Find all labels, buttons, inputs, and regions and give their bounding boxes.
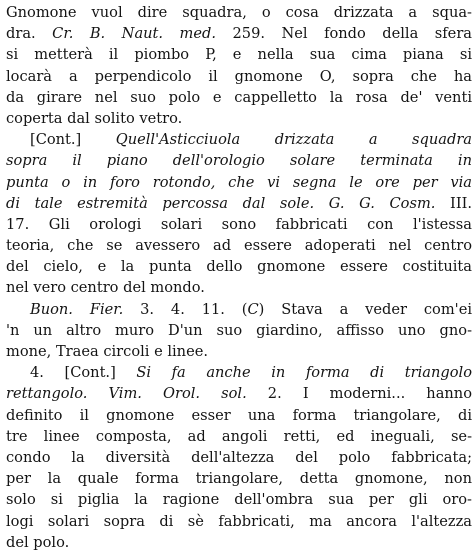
italic-text: di tale estremità percossa dal sole. G. G. Cosm. — [6, 194, 436, 212]
text-line — [6, 256, 472, 277]
text-line — [6, 66, 472, 87]
body-text: dra. — [6, 25, 53, 43]
text-line — [6, 108, 472, 129]
text-line — [6, 235, 472, 256]
text-line — [6, 129, 472, 150]
italic-text: rettangolo. Vim. Orol. sol. — [6, 385, 247, 403]
italic-text: Quell'Asticciuola drizzata a squadra — [115, 131, 472, 149]
text-line — [6, 383, 472, 404]
text-line — [6, 87, 472, 108]
text-line — [6, 362, 472, 383]
text-line — [6, 511, 472, 532]
text-line — [6, 172, 472, 193]
body-text: condo la diversità dell'altezza del polo fabbricata; — [6, 448, 472, 466]
body-text: [Cont.] — [30, 131, 116, 149]
text-line — [6, 150, 472, 171]
dictionary-entry — [6, 2, 472, 554]
body-text: tre linee composta, ad angoli retti, ed ineguali, se- — [6, 427, 472, 445]
body-text: per la quale forma triangolare, detta gnomone, non — [6, 470, 472, 488]
body-text: definito il gnomone esser una forma triangolare, di — [6, 406, 472, 424]
body-text: logi solari sopra di sè fabbricati, ma ancora l'altezza — [6, 512, 472, 530]
body-text: Gnomone vuol dire squadra, o cosa drizzata a squa- — [6, 4, 472, 21]
body-text: nel vero centro del mondo. — [6, 279, 205, 297]
text-line — [6, 468, 472, 489]
text-line — [6, 2, 472, 23]
body-text: solo si piglia la ragione dell'ombra sua per gli oro- — [6, 491, 472, 509]
body-text: si metterà il piombo P, e nella sua cima piana si — [6, 46, 472, 64]
text-line — [6, 44, 472, 65]
text-line — [6, 320, 472, 341]
body-text: teoria, che se avessero ad essere adoperati nel centro — [6, 237, 472, 255]
text-line — [6, 214, 472, 235]
body-text: 259. Nel fondo della sfera — [216, 25, 472, 43]
body-text: 3. 4. 11. ( — [123, 300, 248, 318]
italic-text: Buon. Fier. — [30, 300, 124, 318]
body-text: 'n un altro muro D'un suo giardino, affisso uno gno- — [6, 321, 472, 339]
italic-text: punta o in foro rotondo, che vi segna le ore per via — [6, 173, 472, 191]
body-text: mone, Traea circoli e linee. — [6, 343, 208, 360]
body-text: del polo. — [6, 533, 70, 551]
italic-text: Si fa anche in forma di triangolo — [136, 364, 472, 382]
body-text: III. — [435, 194, 472, 212]
text-line — [6, 405, 472, 426]
body-text: 17. Gli orologi solari sono fabbricati con l'istessa — [6, 215, 472, 233]
text-line — [6, 299, 472, 320]
italic-text: Cr. B. Naut. med. — [52, 25, 217, 43]
body-text: locarà a perpendicolo il gnomone O, sopra che ha — [6, 67, 472, 85]
body-text: ) Stava a veder com'ei — [258, 300, 472, 318]
text-line — [6, 489, 472, 510]
text-line — [6, 23, 472, 44]
body-text: coperta dal solito vetro. — [6, 109, 183, 127]
text-line — [6, 277, 472, 298]
body-text: da girare nel suo polo e cappelletto la rosa de' venti — [6, 88, 472, 106]
text-line — [6, 193, 472, 214]
italic-text: sopra il piano dell'orologio solare terminata in — [6, 152, 472, 170]
italic-text: C — [247, 300, 259, 318]
text-line — [6, 341, 472, 362]
text-line — [6, 447, 472, 468]
body-text: 4. [Cont.] — [30, 364, 137, 382]
text-line — [6, 426, 472, 447]
body-text: del cielo, e la punta dello gnomone essere costituita — [6, 258, 472, 276]
text-line — [6, 532, 472, 553]
body-text: 2. I moderni... hanno — [246, 385, 472, 403]
